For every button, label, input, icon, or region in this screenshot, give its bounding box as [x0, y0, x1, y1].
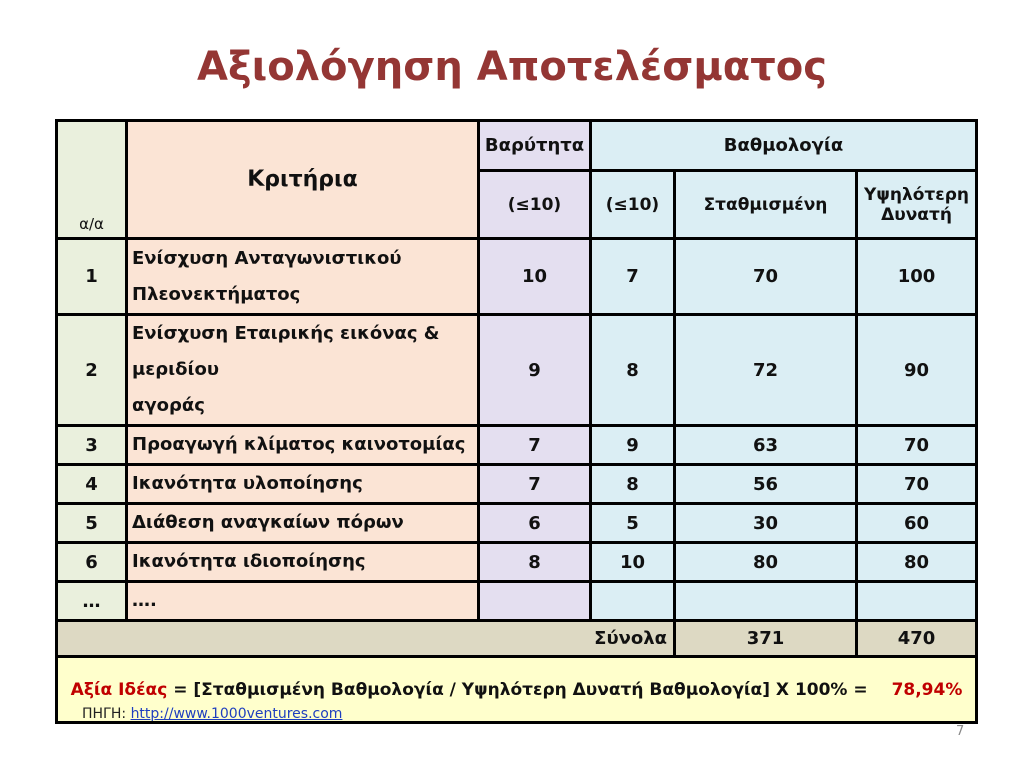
- header-highest-line1: Υψηλότερη: [864, 184, 969, 205]
- criterion-line: αγοράς: [132, 395, 205, 416]
- row-score: 10: [591, 543, 675, 582]
- row-weight: 7: [479, 426, 591, 465]
- page-title: Αξιολόγηση Αποτελέσματος: [197, 44, 827, 90]
- totals-highest: 470: [857, 621, 977, 657]
- row-weight: 6: [479, 504, 591, 543]
- row-highest: 80: [857, 543, 977, 582]
- row-criterion: Ικανότητα ιδιοποίησης: [127, 543, 479, 582]
- row-highest: 60: [857, 504, 977, 543]
- totals-label: Σύνολα: [57, 621, 675, 657]
- table-row: [57, 426, 977, 465]
- idea-value-expression: = [Σταθμισμένη Βαθμολογία / Υψηλότερη Δυνατή Βαθμολογία] Χ 100% =: [167, 679, 874, 700]
- header-score-range: (≤10): [591, 171, 675, 239]
- row-highest: 90: [857, 315, 977, 426]
- table-row: [57, 239, 977, 315]
- table-row: [57, 543, 977, 582]
- row-criterion: Διάθεση αναγκαίων πόρων: [127, 504, 479, 543]
- row-weight: 9: [479, 315, 591, 426]
- row-weighted: 70: [675, 239, 857, 315]
- row-weighted: [675, 582, 857, 621]
- source-label: ΠΗΓΗ:: [82, 706, 127, 722]
- row-score: 8: [591, 315, 675, 426]
- row-weight: 7: [479, 465, 591, 504]
- row-number: 1: [57, 239, 127, 315]
- header-weighted: Σταθμισμένη: [675, 171, 857, 239]
- row-score: [591, 582, 675, 621]
- idea-value-result: 78,94%: [891, 679, 963, 700]
- row-number: 3: [57, 426, 127, 465]
- header-aa: α/α: [57, 121, 127, 239]
- table-row: [57, 582, 977, 621]
- idea-value-label: Αξία Ιδέας: [70, 679, 168, 700]
- row-highest: 70: [857, 426, 977, 465]
- criterion-line: Ενίσχυση Εταιρικής εικόνας & μεριδίου: [132, 323, 440, 380]
- header-weight-range: (≤10): [479, 171, 591, 239]
- table-row: [57, 315, 977, 426]
- header-criteria: Κριτήρια: [127, 121, 479, 239]
- row-weighted: 30: [675, 504, 857, 543]
- row-score: 7: [591, 239, 675, 315]
- header-weight: Βαρύτητα: [479, 121, 591, 171]
- header-scoring: Βαθμολογία: [591, 121, 977, 171]
- table-row: [57, 504, 977, 543]
- row-score: 5: [591, 504, 675, 543]
- row-number: 4: [57, 465, 127, 504]
- row-highest: [857, 582, 977, 621]
- totals-row: [57, 621, 977, 657]
- row-criterion: Ικανότητα υλοποίησης: [127, 465, 479, 504]
- source-link[interactable]: http://www.1000ventures.com: [130, 706, 343, 722]
- row-number: …: [57, 582, 127, 621]
- row-highest: 100: [857, 239, 977, 315]
- page-number: 7: [956, 724, 965, 739]
- criterion-line: Ενίσχυση Ανταγωνιστικού: [132, 247, 402, 269]
- source-note: [82, 706, 342, 722]
- row-weighted: 63: [675, 426, 857, 465]
- row-score: 8: [591, 465, 675, 504]
- header-highest: [857, 171, 977, 239]
- row-weighted: 72: [675, 315, 857, 426]
- row-score: 9: [591, 426, 675, 465]
- evaluation-table: [55, 119, 978, 724]
- row-highest: 70: [857, 465, 977, 504]
- row-weight: [479, 582, 591, 621]
- row-number: 5: [57, 504, 127, 543]
- row-criterion: [127, 315, 479, 426]
- criterion-line: Πλεονεκτήματος: [132, 283, 301, 305]
- row-criterion: ….: [127, 582, 479, 621]
- totals-weighted: 371: [675, 621, 857, 657]
- header-highest-line2: Δυνατή: [881, 204, 952, 225]
- row-number: 6: [57, 543, 127, 582]
- table-row: [57, 465, 977, 504]
- row-number: 2: [57, 315, 127, 426]
- row-criterion: [127, 239, 479, 315]
- row-weighted: 56: [675, 465, 857, 504]
- row-weight: 10: [479, 239, 591, 315]
- row-weight: 8: [479, 543, 591, 582]
- row-criterion: Προαγωγή κλίματος καινοτομίας: [127, 426, 479, 465]
- row-weighted: 80: [675, 543, 857, 582]
